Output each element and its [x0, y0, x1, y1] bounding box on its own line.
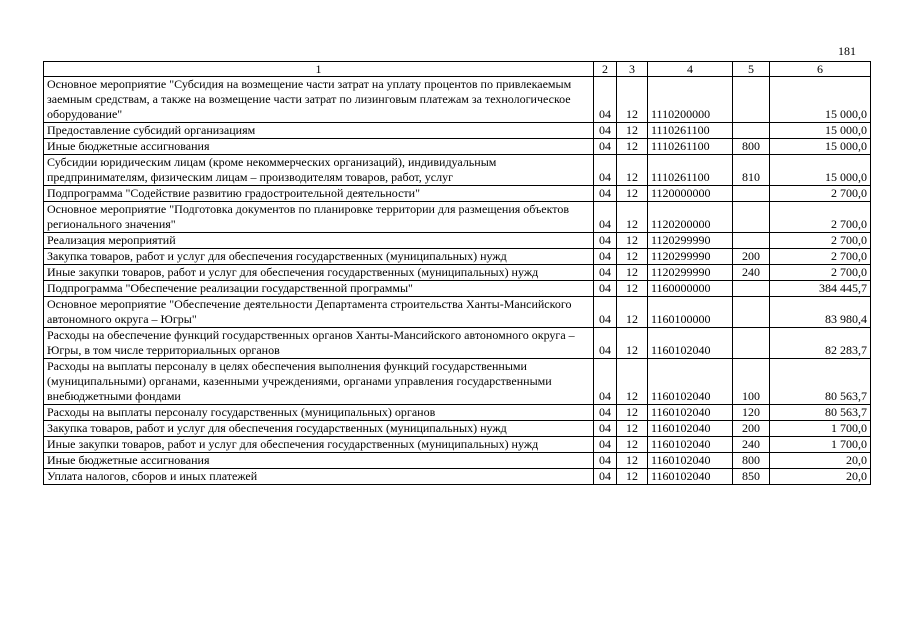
table-row	[44, 77, 871, 123]
item-name-cell: Расходы на выплаты персоналу в целях обеспечения выполнения функций государственными (муниципальными) органами, казенными учреждениями, органами управления государственными внебюджетными фондами	[44, 359, 594, 405]
section-code-cell: 04	[594, 297, 617, 328]
subsection-code-cell: 12	[617, 249, 648, 265]
section-code-cell: 04	[594, 123, 617, 139]
amount-cell: 2 700,0	[770, 265, 871, 281]
subsection-code-cell: 12	[617, 139, 648, 155]
expense-type-code-cell: 800	[733, 139, 770, 155]
subsection-code-cell: 12	[617, 233, 648, 249]
target-item-code-cell: 1110261100	[648, 139, 733, 155]
amount-cell: 1 700,0	[770, 437, 871, 453]
section-code-cell: 04	[594, 328, 617, 359]
section-code-cell: 04	[594, 265, 617, 281]
target-item-code-cell: 1160102040	[648, 328, 733, 359]
table-row	[44, 123, 871, 139]
section-code-cell: 04	[594, 186, 617, 202]
section-code-cell: 04	[594, 202, 617, 233]
amount-cell: 15 000,0	[770, 139, 871, 155]
expense-type-code-cell: 120	[733, 405, 770, 421]
expense-type-code-cell: 240	[733, 437, 770, 453]
expense-type-code-cell	[733, 297, 770, 328]
subsection-code-cell: 12	[617, 297, 648, 328]
column-header-expense-type: 5	[733, 62, 770, 77]
expense-type-code-cell	[733, 281, 770, 297]
table-row	[44, 437, 871, 453]
amount-cell: 15 000,0	[770, 77, 871, 123]
target-item-code-cell: 1160102040	[648, 453, 733, 469]
table-row	[44, 359, 871, 405]
table-row	[44, 186, 871, 202]
subsection-code-cell: 12	[617, 421, 648, 437]
subsection-code-cell: 12	[617, 281, 648, 297]
amount-cell: 80 563,7	[770, 359, 871, 405]
table-row	[44, 202, 871, 233]
column-header-target-item: 4	[648, 62, 733, 77]
amount-cell: 20,0	[770, 469, 871, 485]
expense-type-code-cell	[733, 328, 770, 359]
target-item-code-cell: 1110200000	[648, 77, 733, 123]
amount-cell: 2 700,0	[770, 186, 871, 202]
expense-type-code-cell: 800	[733, 453, 770, 469]
amount-cell: 20,0	[770, 453, 871, 469]
expense-type-code-cell	[733, 186, 770, 202]
column-header-amount: 6	[770, 62, 871, 77]
item-name-cell: Реализация мероприятий	[44, 233, 594, 249]
subsection-code-cell: 12	[617, 77, 648, 123]
item-name-cell: Иные закупки товаров, работ и услуг для обеспечения государственных (муниципальных) нужд	[44, 437, 594, 453]
target-item-code-cell: 1160102040	[648, 421, 733, 437]
subsection-code-cell: 12	[617, 453, 648, 469]
subsection-code-cell: 12	[617, 123, 648, 139]
subsection-code-cell: 12	[617, 265, 648, 281]
section-code-cell: 04	[594, 281, 617, 297]
target-item-code-cell: 1160102040	[648, 437, 733, 453]
target-item-code-cell: 1160102040	[648, 405, 733, 421]
header-row	[44, 62, 871, 77]
section-code-cell: 04	[594, 437, 617, 453]
table-row	[44, 297, 871, 328]
target-item-code-cell: 1120299990	[648, 233, 733, 249]
expense-type-code-cell: 240	[733, 265, 770, 281]
target-item-code-cell: 1160100000	[648, 297, 733, 328]
item-name-cell: Подпрограмма "Обеспечение реализации государственной программы"	[44, 281, 594, 297]
section-code-cell: 04	[594, 139, 617, 155]
item-name-cell: Субсидии юридическим лицам (кроме некоммерческих организаций), индивидуальным предпринимателям, физическим лицам – производителям товаров, работ, услуг	[44, 155, 594, 186]
target-item-code-cell: 1120200000	[648, 202, 733, 233]
page-number: 181	[838, 44, 856, 58]
column-header-name: 1	[44, 62, 594, 77]
target-item-code-cell: 1120299990	[648, 249, 733, 265]
table-body	[44, 77, 871, 485]
item-name-cell: Расходы на обеспечение функций государственных органов Ханты-Мансийского автономного округа – Югры, в том числе территориальных органов	[44, 328, 594, 359]
table-row	[44, 249, 871, 265]
item-name-cell: Основное мероприятие "Обеспечение деятельности Департамента строительства Ханты-Мансийского автономного округа – Югры"	[44, 297, 594, 328]
section-code-cell: 04	[594, 469, 617, 485]
amount-cell: 2 700,0	[770, 233, 871, 249]
subsection-code-cell: 12	[617, 202, 648, 233]
budget-table	[43, 61, 871, 485]
item-name-cell: Уплата налогов, сборов и иных платежей	[44, 469, 594, 485]
table-row	[44, 405, 871, 421]
section-code-cell: 04	[594, 453, 617, 469]
item-name-cell: Иные закупки товаров, работ и услуг для обеспечения государственных (муниципальных) нужд	[44, 265, 594, 281]
amount-cell: 83 980,4	[770, 297, 871, 328]
section-code-cell: 04	[594, 249, 617, 265]
target-item-code-cell: 1160000000	[648, 281, 733, 297]
amount-cell: 80 563,7	[770, 405, 871, 421]
item-name-cell: Подпрограмма "Содействие развитию градостроительной деятельности"	[44, 186, 594, 202]
item-name-cell: Основное мероприятие "Подготовка документов по планировке территории для размещения объектов регионального значения"	[44, 202, 594, 233]
item-name-cell: Основное мероприятие "Субсидия на возмещение части затрат на уплату процентов по привлекаемым заемным средствам, а также на возмещение части затрат по лизинговым платежам за технологическое оборудование"	[44, 77, 594, 123]
section-code-cell: 04	[594, 155, 617, 186]
table-row	[44, 139, 871, 155]
column-header-section: 2	[594, 62, 617, 77]
expense-type-code-cell	[733, 77, 770, 123]
table-row	[44, 469, 871, 485]
expense-type-code-cell: 100	[733, 359, 770, 405]
section-code-cell: 04	[594, 359, 617, 405]
subsection-code-cell: 12	[617, 359, 648, 405]
table-row	[44, 265, 871, 281]
amount-cell: 82 283,7	[770, 328, 871, 359]
table-row	[44, 421, 871, 437]
amount-cell: 384 445,7	[770, 281, 871, 297]
table-row	[44, 328, 871, 359]
item-name-cell: Иные бюджетные ассигнования	[44, 453, 594, 469]
target-item-code-cell: 1160102040	[648, 359, 733, 405]
table-row	[44, 453, 871, 469]
expense-type-code-cell	[733, 123, 770, 139]
table-row	[44, 155, 871, 186]
target-item-code-cell: 1120000000	[648, 186, 733, 202]
target-item-code-cell: 1110261100	[648, 155, 733, 186]
target-item-code-cell: 1110261100	[648, 123, 733, 139]
subsection-code-cell: 12	[617, 186, 648, 202]
item-name-cell: Расходы на выплаты персоналу государственных (муниципальных) органов	[44, 405, 594, 421]
item-name-cell: Иные бюджетные ассигнования	[44, 139, 594, 155]
target-item-code-cell: 1160102040	[648, 469, 733, 485]
table-row	[44, 281, 871, 297]
table-row	[44, 233, 871, 249]
amount-cell: 1 700,0	[770, 421, 871, 437]
amount-cell: 15 000,0	[770, 123, 871, 139]
column-header-subsection: 3	[617, 62, 648, 77]
expense-type-code-cell: 200	[733, 421, 770, 437]
expense-type-code-cell: 810	[733, 155, 770, 186]
section-code-cell: 04	[594, 421, 617, 437]
amount-cell: 2 700,0	[770, 249, 871, 265]
section-code-cell: 04	[594, 77, 617, 123]
section-code-cell: 04	[594, 405, 617, 421]
subsection-code-cell: 12	[617, 155, 648, 186]
subsection-code-cell: 12	[617, 437, 648, 453]
target-item-code-cell: 1120299990	[648, 265, 733, 281]
amount-cell: 15 000,0	[770, 155, 871, 186]
expense-type-code-cell: 850	[733, 469, 770, 485]
expense-type-code-cell	[733, 202, 770, 233]
item-name-cell: Предоставление субсидий организациям	[44, 123, 594, 139]
section-code-cell: 04	[594, 233, 617, 249]
subsection-code-cell: 12	[617, 405, 648, 421]
subsection-code-cell: 12	[617, 328, 648, 359]
expense-type-code-cell	[733, 233, 770, 249]
subsection-code-cell: 12	[617, 469, 648, 485]
amount-cell: 2 700,0	[770, 202, 871, 233]
item-name-cell: Закупка товаров, работ и услуг для обеспечения государственных (муниципальных) нужд	[44, 421, 594, 437]
item-name-cell: Закупка товаров, работ и услуг для обеспечения государственных (муниципальных) нужд	[44, 249, 594, 265]
expense-type-code-cell: 200	[733, 249, 770, 265]
